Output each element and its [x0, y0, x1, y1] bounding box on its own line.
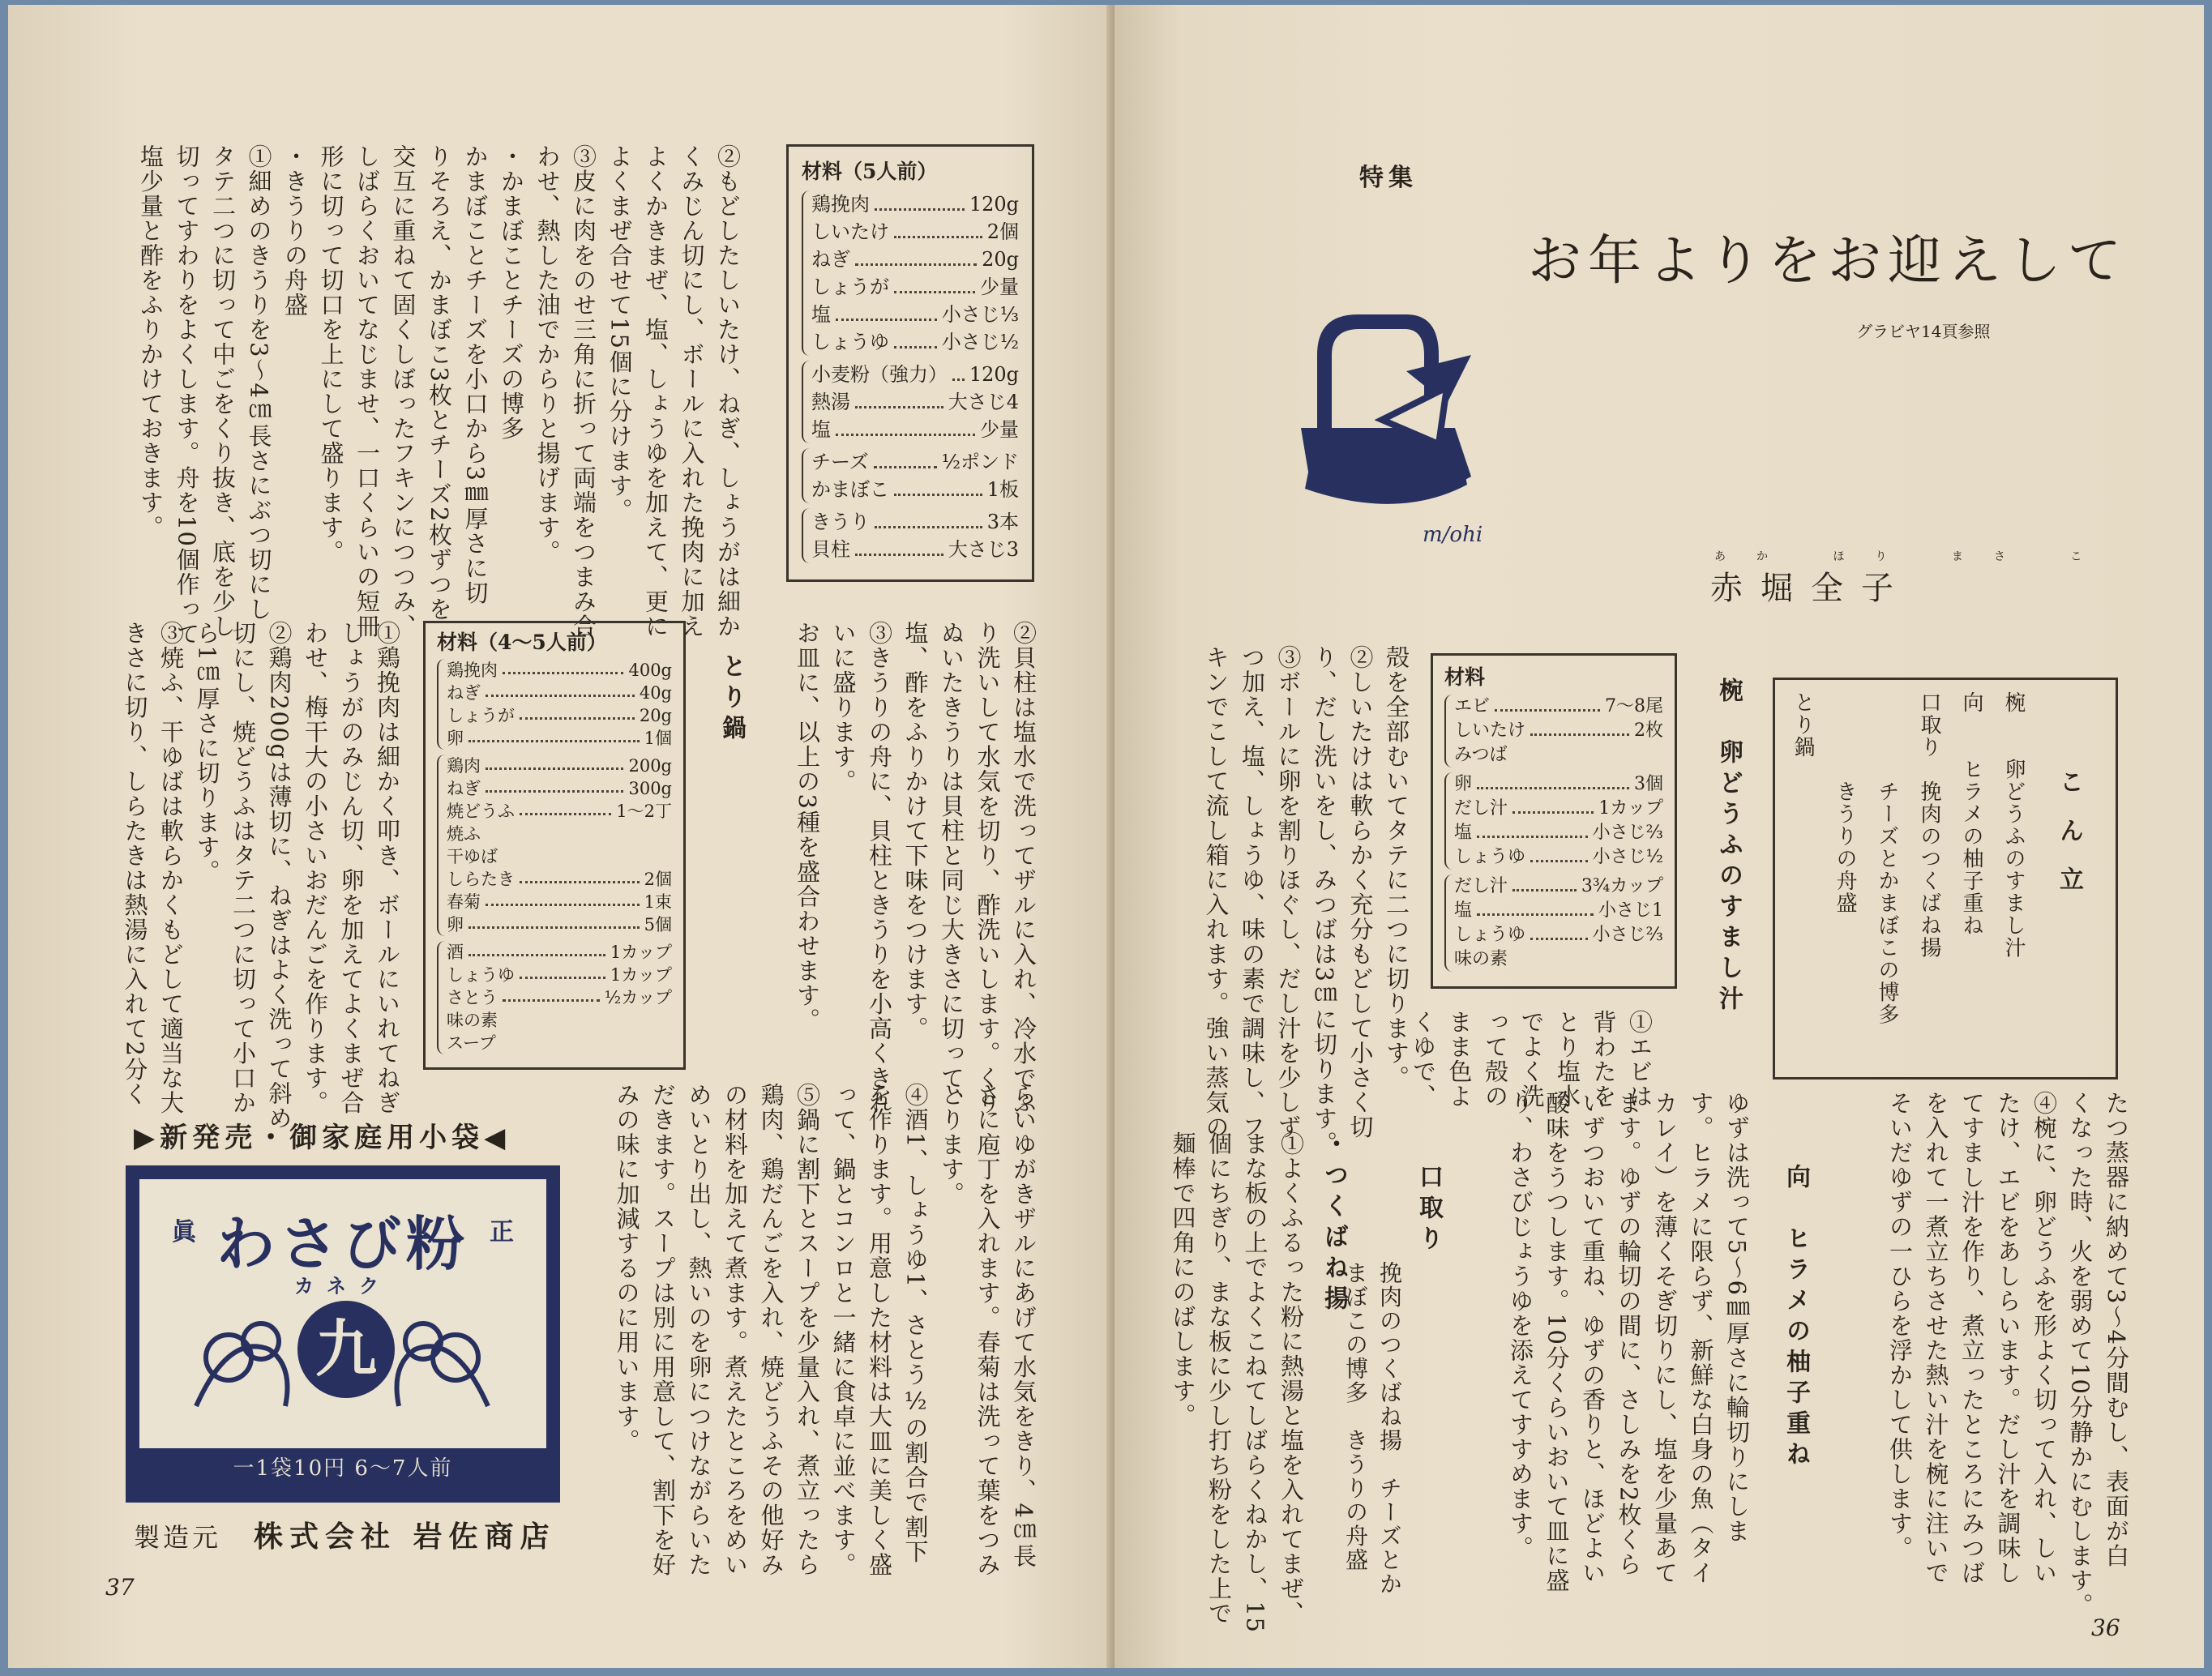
ingredients-box-soup	[1431, 653, 1677, 989]
text-column: の材料を加えて煮ます。煮えたところをめい	[721, 1083, 749, 1577]
text-column: 形に切って切口を上にして盛ります。	[317, 144, 345, 565]
menu-title: こん立	[2055, 769, 2083, 915]
ingredient-name: しょうゆ	[447, 965, 515, 985]
ingredient-amount: 2個	[986, 220, 1019, 243]
text-column: ぬいたきうりは貝柱と同じ大きさに切って、	[938, 621, 965, 1115]
recipe-soup-text-c	[1867, 1091, 2134, 1618]
text-column: ・かまぼことチーズの博多	[498, 144, 525, 441]
leader-dots	[486, 755, 623, 770]
ingredient-amount: 200g	[628, 756, 672, 776]
feature-label: 特集	[1359, 164, 1418, 192]
text-column: よくかきまぜ、塩、しょうゆを加えて、更に	[642, 144, 670, 639]
menu-items	[1775, 691, 2034, 1064]
ingredient-name: しいたけ	[811, 220, 889, 243]
ingredient-line	[811, 328, 1019, 356]
ingredient-amount: 1～2丁	[616, 802, 672, 821]
leader-dots	[952, 361, 965, 381]
ingredient-group	[802, 508, 1019, 563]
ingredient-name: ねぎ	[811, 248, 850, 271]
text-column: とり塩水	[1554, 1010, 1581, 1109]
leader-dots	[503, 986, 600, 1002]
text-column: 酸味をうつします。10分くらいおいて皿に盛	[1542, 1091, 1571, 1593]
ingredient-name: しょうが	[811, 276, 889, 298]
ingredient-line	[447, 845, 672, 868]
ingredient-name: しょうゆ	[1454, 925, 1526, 945]
ingredient-line	[811, 476, 1019, 503]
recipe-tsukubane-text	[1163, 1131, 1309, 1634]
text-column: とります。	[938, 1083, 965, 1207]
page-number-left: 37	[105, 1574, 135, 1601]
ingredient-amount: 少量	[980, 276, 1019, 298]
leader-dots	[520, 800, 611, 815]
ingredient-amount: 小さじ⅔	[1592, 925, 1663, 945]
text-column: を入れて一煮立ちさせた熱い汁を椀に注いで	[1922, 1091, 1950, 1585]
leader-dots	[894, 328, 937, 348]
text-column: めいとり出し、熱いのを卵につけながらいた	[685, 1083, 713, 1577]
text-column: 切にし、焼どうふはタテ二つに切って小口か	[229, 621, 257, 1115]
text-column: とり鍋	[1791, 691, 1815, 759]
ad-product-name: わさび粉	[216, 1209, 469, 1278]
ingredient-line	[1454, 695, 1663, 719]
ingredient-amount: 3¾カップ	[1581, 876, 1663, 896]
text-column: きうりの舟盛	[1833, 691, 1857, 914]
leader-dots	[520, 868, 640, 883]
gravure-reference: グラビヤ14頁参照	[1856, 322, 1991, 341]
ingredient-amount: ½カップ	[604, 988, 672, 1007]
ingredient-name: しいたけ	[1454, 720, 1526, 741]
ingredient-line	[811, 190, 1019, 218]
ingredient-amount: 小さじ⅔	[1592, 823, 1663, 843]
left-page	[8, 5, 1115, 1668]
recipe-soup-text-b	[1171, 645, 1414, 1156]
torinabe-heading: とり鍋	[717, 653, 746, 746]
ingredient-amount: 1板	[986, 478, 1019, 501]
recipe-torinabe-continued-text	[592, 1083, 1042, 1577]
ingredient-group	[437, 755, 672, 936]
leader-dots	[1512, 797, 1594, 814]
text-column: たけ、エビをあしらいます。だし汁を調味し	[1994, 1091, 2022, 1585]
ingredient-amount: 小さじ⅓	[941, 303, 1019, 326]
leader-dots	[503, 659, 623, 674]
ad-tagline: ▶新発売・御家庭用小袋◀	[134, 1122, 511, 1154]
leader-dots	[486, 891, 640, 906]
ingredient-line	[811, 301, 1019, 328]
ingredient-name: 酒	[447, 943, 464, 962]
leader-dots	[1495, 695, 1600, 712]
ingredient-name: しょうが	[447, 706, 515, 725]
text-column: ④酒1、しょうゆ1、さとう½の割合で割下	[901, 1083, 930, 1564]
text-column: たつ蒸器に納めて3～4分間むし、表面が白	[2103, 1091, 2130, 1568]
text-column: くゆで、	[1410, 1010, 1437, 1109]
ingredient-name: だし汁	[1454, 798, 1508, 819]
ingredient-amount: 1カップ	[610, 943, 672, 962]
ingredient-amount: ½ポンド	[941, 451, 1019, 473]
text-column: きさに切り、しらたきは熱湯に入れて2分く	[121, 621, 149, 1107]
ingredient-name: 卵	[447, 915, 464, 934]
ingredient-line	[811, 508, 1019, 536]
text-column: ③ボールに卵を割りほぐし、だし汁を少しず	[1274, 645, 1303, 1139]
ingredient-name: 貝柱	[811, 538, 850, 561]
ingredient-name: ねぎ	[447, 683, 481, 703]
kuchitori-subheading: 挽肉のつくばね揚 チーズとかまぼこの博多 きうりの舟盛	[1342, 1261, 1403, 1596]
text-column: まな板の上でよくこねてしばらくねかし、15	[1241, 1131, 1269, 1634]
text-column: って、鍋とコンロと一緒に食卓に並べます。	[829, 1083, 858, 1577]
wasabi-advertisement	[118, 1115, 571, 1553]
leader-dots	[520, 704, 635, 720]
leader-dots	[875, 190, 965, 211]
leader-dots	[874, 448, 937, 468]
right-page	[1115, 5, 2204, 1668]
gift-basket-illustration	[1285, 306, 1495, 549]
ingredient-amount: 20g	[982, 248, 1019, 271]
ingredient-line	[447, 659, 672, 682]
ingredient-name: 干ゆば	[447, 847, 498, 866]
text-column: ます。ゆずの輪切の間に、さしみを2枚くら	[1615, 1091, 1643, 1577]
text-column: ①細めのきうりを3～4㎝長さにぶつ切にし	[245, 144, 273, 622]
ingredient-amount: 120g	[969, 193, 1019, 216]
text-column: 背わたを	[1589, 1010, 1618, 1109]
ingredient-line	[1454, 772, 1663, 797]
text-column: ②もどしたしいたけ、ねぎ、しょうがは細か	[714, 144, 742, 639]
text-column: ①エビは	[1626, 1010, 1654, 1109]
ingredients-title: 材料（5人前）	[802, 160, 938, 183]
ingredient-line	[447, 986, 672, 1009]
ingredient-name: 味の素	[1454, 949, 1508, 969]
ad-side-left: 眞	[172, 1218, 196, 1246]
ingredient-name: 鶏肉	[447, 756, 481, 776]
ingredient-amount: 300g	[628, 779, 672, 798]
leader-dots	[894, 218, 982, 238]
ingredient-line	[447, 913, 672, 936]
text-column: り、わさびじょうゆを添えてすすめます。	[1507, 1091, 1534, 1561]
text-column: 椀 卵どうふのすまし汁	[2001, 691, 2026, 959]
text-column: り、だし洗いをし、みつばは3㎝に切ります。	[1311, 645, 1338, 1156]
text-column: くなった時、火を弱めて10分静かにむします。	[2066, 1091, 2094, 1618]
text-column: ら1㎝厚さに切ります。	[193, 621, 221, 884]
leader-dots	[855, 536, 943, 556]
ad-maker	[134, 1514, 556, 1555]
recipe-torinabe-text	[105, 621, 405, 1131]
recipe-kaibashira-text	[762, 621, 1042, 1115]
ingredient-amount: 5個	[644, 915, 672, 934]
ingredient-name: 鶏挽肉	[811, 193, 870, 216]
text-column: いずつおいて重ね、ゆずの香りと、ほどよい	[1579, 1091, 1607, 1585]
ingredient-group	[1444, 695, 1663, 767]
leader-dots	[486, 682, 635, 697]
text-column: チーズとかまぼこの博多	[1875, 691, 1899, 1026]
ingredient-name: 焼ふ	[447, 824, 481, 844]
ingredient-amount: 120g	[969, 363, 1019, 386]
text-column: だきます。スープは別に用意して、割下を好	[649, 1083, 677, 1577]
ingredient-group	[802, 448, 1019, 503]
leader-dots	[1530, 845, 1588, 862]
text-column: ①よくふるった粉に熱湯と塩を入れてまぜ、	[1277, 1131, 1305, 1626]
text-column: わせ、熱した油でからりと揚げます。	[533, 144, 562, 565]
ingredient-name: 焼どうふ	[447, 802, 515, 821]
ingredients-box-4-5-servings	[423, 621, 686, 1070]
ingredient-line	[811, 388, 1019, 416]
ad-price: 一1袋10円 6～7人前	[139, 1448, 546, 1489]
recipe-hirame-text	[1487, 1091, 1755, 1593]
ingredient-name: かまぼこ	[811, 478, 889, 501]
ingredient-name: 塩	[1454, 823, 1473, 843]
ingredient-line	[1454, 743, 1663, 767]
ingredients-title: 材料	[1444, 665, 1486, 689]
leader-dots	[836, 416, 975, 436]
ad-brand-kana: カネク	[294, 1274, 391, 1298]
text-column: 個にちぎり、まな板に少し打ち粉をした上で	[1205, 1131, 1233, 1626]
ingredient-line	[1454, 797, 1663, 821]
ingredient-amount: 1カップ	[1598, 798, 1663, 819]
text-column: でよく洗	[1517, 1010, 1546, 1109]
text-column: ⑤鍋に割下とスープを少量入れ、煮立ったら	[794, 1083, 821, 1577]
ad-maker-name: 株式会社 岩佐商店	[254, 1520, 556, 1554]
text-column: さに庖丁を入れます。春菊は洗って葉をつみ	[973, 1083, 1002, 1577]
leader-dots	[855, 388, 943, 408]
text-column: いに盛ります。	[829, 621, 858, 794]
soup-heading: 椀 卵どうふのすまし汁	[1714, 678, 1743, 1016]
ingredient-group	[437, 659, 672, 750]
ingredient-name: スープ	[447, 1033, 496, 1053]
ingredient-line	[811, 448, 1019, 476]
ingredient-group	[802, 361, 1019, 443]
text-column: ゆずは洗って5～6㎜厚さに輪切りにしま	[1723, 1091, 1751, 1544]
leader-dots	[836, 301, 937, 321]
ingredient-amount: 1個	[644, 729, 672, 748]
ingredient-line	[447, 755, 672, 777]
leader-dots	[468, 913, 640, 929]
ingredient-name: ねぎ	[447, 779, 481, 798]
leader-dots	[855, 246, 977, 266]
ingredient-line	[811, 273, 1019, 301]
leader-dots	[894, 476, 982, 496]
text-column: 向 ヒラメの柚子重ね	[1959, 691, 1983, 937]
text-column: キンでこして流し箱に入れます。強い蒸気の	[1202, 645, 1230, 1139]
text-column: す。ヒラメに限らず、新鮮な白身の魚（タイ	[1687, 1091, 1715, 1585]
ingredients-box-5-servings	[786, 144, 1034, 582]
ingredient-line	[447, 1032, 672, 1054]
author-name: 赤堀全子	[1710, 570, 1911, 607]
ingredient-name: だし汁	[1454, 876, 1508, 896]
text-column: カレイ）を薄くそぎ切りにし、塩を少量あて	[1651, 1091, 1679, 1585]
ingredient-name: しらたき	[447, 870, 515, 889]
article-title: お年よりをお迎えして	[1528, 229, 2128, 292]
ingredient-name: 春菊	[447, 892, 481, 912]
text-column: 塩少量と酢をふりかけておきます。	[137, 144, 165, 540]
ingredient-name: 塩	[811, 303, 831, 326]
text-column: ④椀に、卵どうふを形よく切って入れ、しい	[2030, 1091, 2058, 1585]
text-column: ②しいたけは軟らかく充分もどして小さく切	[1346, 645, 1375, 1139]
ingredient-line	[811, 246, 1019, 273]
text-column: てすまし汁を作り、煮立ったところにみつば	[1958, 1091, 1986, 1585]
text-column: 鶏肉、鶏だんごを入れ、焼どうふその他好み	[757, 1083, 785, 1577]
leader-dots	[468, 941, 605, 956]
text-column: ③皮に肉をのせ三角に折って両端をつまみ合	[570, 144, 597, 639]
text-column: つ加え、塩、しょうゆ、味の素で調味し、フ	[1239, 645, 1266, 1139]
text-column: って殻の	[1482, 1010, 1509, 1109]
text-column: しばらくおいてなじませ、一口くらいの短冊	[353, 144, 381, 639]
ingredient-name: 小麦粉（強力）	[811, 363, 948, 386]
ingredient-amount: 1カップ	[610, 965, 672, 985]
text-column: くみじん切にし、ボールに入れた挽肉に加え	[678, 144, 706, 639]
ingredient-line	[1454, 923, 1663, 947]
leader-dots	[468, 727, 640, 742]
ingredient-amount: 3個	[1634, 774, 1663, 794]
text-column: しょうがのみじん切、卵を加えてよくまぜ合	[337, 621, 366, 1115]
ad-package	[126, 1165, 560, 1503]
ingredient-name: エビ	[1454, 696, 1491, 716]
ingredient-name: さとう	[447, 988, 498, 1007]
ingredient-amount: 小さじ1	[1598, 900, 1663, 921]
menu-box	[1773, 678, 2118, 1080]
ad-side-right: 正	[490, 1218, 514, 1246]
ingredient-amount: 小さじ½	[1592, 847, 1663, 867]
ingredient-group	[1444, 772, 1663, 870]
ingredient-group	[802, 190, 1019, 356]
ingredient-line	[447, 941, 672, 964]
ad-maker-label: 製造元	[134, 1522, 222, 1553]
ingredient-line	[811, 416, 1019, 443]
ingredient-amount: 大さじ4	[948, 391, 1019, 413]
ingredient-line	[1454, 821, 1663, 845]
text-column: 交互に重ねて固くしぼったフキンにつつみ、	[389, 144, 417, 639]
text-column: お皿に、以上の3種を盛合わせます。	[794, 621, 821, 1033]
ingredient-line	[447, 823, 672, 845]
ingredient-name: チーズ	[811, 451, 869, 473]
ingredient-name: 卵	[1454, 774, 1473, 794]
ingredient-amount: 3本	[986, 511, 1019, 533]
text-column: りそろえ、かまぼこ3枚とチーズ2枚ずつを	[426, 144, 453, 622]
leader-dots	[1477, 772, 1629, 789]
leader-dots	[1530, 719, 1629, 736]
text-column: ②鶏肉200gは薄切に、ねぎはよく洗って斜め	[265, 621, 293, 1131]
ad-brand-mark: 九	[297, 1301, 395, 1398]
text-column: よくまぜ合せて15個に分けます。	[605, 144, 634, 523]
ingredient-amount: 1束	[644, 892, 672, 912]
page-number-right: 36	[2091, 1614, 2120, 1641]
text-column: まま色よ	[1445, 1010, 1474, 1109]
text-column: わせ、梅干大の小さいおだんごを作ります。	[302, 621, 329, 1115]
ingredient-line	[447, 682, 672, 704]
ingredient-line	[447, 800, 672, 823]
text-column: 切ってすわりをよくします。舟を10個作って	[173, 144, 201, 647]
ingredient-line	[1454, 899, 1663, 923]
ingredient-name: 塩	[811, 418, 831, 441]
ingredients-title: 材料（4～5人前）	[437, 631, 607, 654]
text-column: り洗いして水気を切り、酢洗いします。くり	[973, 621, 1002, 1115]
text-column: ・きうりの舟盛	[281, 144, 309, 318]
text-column: そいだゆずの一ひらを浮かして供します。	[1886, 1091, 1914, 1561]
ingredient-amount: 400g	[628, 661, 672, 680]
text-column: ③焼ふ、干ゆばは軟らかくもどして適当な大	[157, 621, 185, 1115]
ingredient-name: 熱湯	[811, 391, 850, 413]
text-column: 塩、酢をふりかけて下味をつけます。	[901, 621, 930, 1041]
tsukubane-heading: ・つくばね揚	[1320, 1131, 1348, 1316]
kuchitori-heading: 口取り	[1414, 1164, 1443, 1256]
text-column: を作ります。用意した材料は大皿に美しく盛	[866, 1083, 893, 1577]
ingredient-amount: 7～8尾	[1605, 696, 1663, 716]
ingredient-line	[1454, 874, 1663, 899]
ingredient-line	[447, 777, 672, 800]
ingredient-group	[437, 941, 672, 1054]
ingredient-line	[447, 1009, 672, 1032]
ingredient-line	[811, 361, 1019, 388]
ingredient-amount: 40g	[639, 683, 672, 703]
text-column: ①鶏挽肉は細かく叩き、ボールにいれてねぎ	[374, 621, 401, 1115]
ingredient-amount: 2枚	[1634, 720, 1663, 741]
text-column: ②貝柱は塩水で洗ってザルに入れ、冷水でふ	[1010, 621, 1038, 1115]
ingredient-name: しょうゆ	[1454, 847, 1526, 867]
ingredient-amount: 2個	[644, 870, 672, 889]
text-column: タテ二つに切って中ごをくり抜き、底を少し	[209, 144, 237, 639]
ingredient-line	[447, 868, 672, 891]
ingredient-line	[811, 218, 1019, 246]
leader-dots	[1512, 874, 1577, 891]
leader-dots	[875, 508, 982, 528]
text-column: ③きうりの舟に、貝柱ときうりを小高くきれ	[866, 621, 893, 1115]
ingredient-amount: 少量	[980, 418, 1019, 441]
ingredient-line	[447, 727, 672, 750]
ingredient-group	[1444, 874, 1663, 972]
leader-dots	[486, 777, 623, 793]
leader-dots	[1477, 821, 1588, 838]
ingredient-line	[811, 536, 1019, 563]
leader-dots	[520, 964, 605, 979]
ingredient-amount: 小さじ½	[941, 331, 1019, 353]
ingredient-amount: 20g	[639, 706, 672, 725]
ingredient-line	[1454, 719, 1663, 743]
leader-dots	[1477, 899, 1594, 916]
leader-dots	[1530, 923, 1588, 940]
ingredient-line	[1454, 845, 1663, 870]
text-column: 口取り 挽肉のつくばね揚	[1917, 691, 1941, 959]
text-column: みの味に加減するのに用います。	[613, 1083, 641, 1454]
ingredient-name: きうり	[811, 511, 870, 533]
ingredient-name: 鶏挽肉	[447, 661, 498, 680]
text-column: 麺棒で四角にのばします。	[1169, 1131, 1197, 1428]
ingredient-line	[447, 704, 672, 727]
text-column: らいゆがきザルにあげて水気をきり、4㎝長	[1010, 1083, 1038, 1569]
ingredient-name: 塩	[1454, 900, 1473, 921]
text-column: 殻を全部むいてタテに二つに切ります。	[1383, 645, 1410, 1090]
author-ruby: あか ほり まさ こ	[1714, 550, 2113, 563]
text-column: かまぼことチーズを小口から3㎜厚さに切	[461, 144, 490, 605]
illustration-signature: m/ohi	[1423, 523, 1483, 547]
ingredient-name: 味の素	[447, 1011, 498, 1030]
ingredient-name: 卵	[447, 729, 464, 748]
ingredient-amount: 大さじ3	[948, 538, 1019, 561]
ingredient-line	[1454, 947, 1663, 972]
ingredient-line	[447, 891, 672, 913]
ingredient-name: みつば	[1454, 745, 1508, 765]
ingredient-name: しょうゆ	[811, 331, 889, 353]
ingredient-line	[447, 964, 672, 986]
hirame-heading: 向 ヒラメの柚子重ね	[1782, 1164, 1810, 1472]
leader-dots	[894, 273, 975, 293]
